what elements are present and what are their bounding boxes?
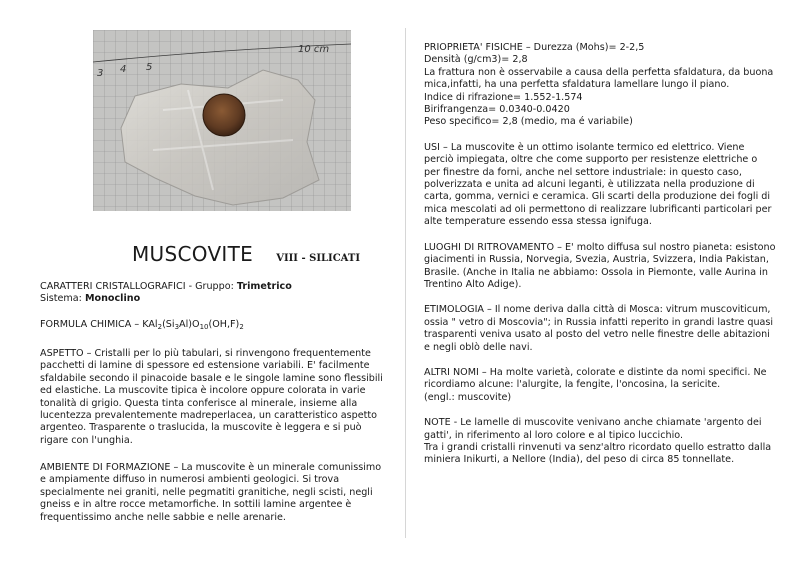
note-section	[424, 417, 776, 467]
sistema-label: Sistema:	[40, 293, 85, 305]
note-text-2: Tra i grandi cristalli rinvenuti va senz'altro ricordato quello estratto dalla miniera Inikurti, a Nellore (India), del peso di circa 85 tonnellate.	[424, 441, 772, 466]
page-title: MUSCOVITE	[132, 242, 254, 266]
proprieta-line: Birifrangenza= 0.0340-0.0420	[424, 104, 570, 116]
aspetto-section	[40, 348, 385, 447]
etimologia-section	[424, 304, 776, 354]
ruler-label: 3	[97, 68, 104, 79]
caratteri-label: CARATTERI CRISTALLOGRAFICI - Gruppo:	[40, 281, 237, 292]
formula-line	[40, 319, 385, 331]
formula-part: (Si	[162, 319, 175, 330]
ruler-label: 10 cm	[298, 44, 330, 55]
proprieta-line: Indice di rifrazione= 1.552-1.574	[424, 91, 583, 103]
luoghi-section	[424, 242, 776, 292]
formula-subscript: 2	[239, 323, 244, 331]
sistema-value: Monoclino	[84, 293, 141, 305]
formula-subscript: 2	[157, 323, 163, 331]
note-text: NOTE - Le lamelle di muscovite venivano anche chiamate 'argento dei gatti', in riferimento al loro colore e al tipico luccichio.	[424, 417, 762, 441]
mineral-photo	[93, 30, 351, 211]
proprieta-line: La frattura non è osservabile a causa della perfetta sfaldatura, da buona mica,infatti, ha una perfetta sfaldatura lamellare lungo il piano.	[424, 66, 774, 91]
luoghi-text: LUOGHI DI RITROVAMENTO – E' molto diffusa sul nostro pianeta: esistono giacimenti in Russia, Norvegia, Svezia, Austria, Svizzera, India Pakistan, Brasile. (Anche in Italia ne abbiamo: Ossola in Piemonte, valle Aurina in Trentino Alto Adige).	[424, 241, 776, 290]
ruler-label: 5	[146, 62, 153, 73]
sistema-line	[40, 293, 385, 305]
right-column	[424, 42, 776, 480]
proprieta-line: Peso specifico= 2,8 (medio, ma é variabile)	[424, 116, 633, 128]
proprieta-section	[424, 42, 776, 129]
title-row	[132, 242, 360, 266]
muscovite-specimen-image	[93, 30, 351, 211]
column-divider	[405, 28, 406, 538]
ambiente-text: AMBIENTE DI FORMAZIONE – La muscovite è un minerale comunissimo e ampiamente diffuso in numerosi ambienti geologici. Si trova specialmente nei graniti, nelle pegmatiti granitiche, negli scisti, negli gneiss e in altre rocce metamorfiche. In sottili lamine argentee è frequentissimo anche nelle sabbie e nelle arenarie.	[40, 462, 382, 523]
formula-part: Al)O	[179, 319, 200, 330]
proprieta-line: Densità (g/cm3)= 2,8	[424, 54, 528, 66]
altri-nomi-text: ALTRI NOMI – Ha molte varietà, colorate e distinte da nomi specifici. Ne ricordiamo alcune: l'alurgite, la fengite, l'oncosina, la sericite.	[424, 366, 767, 391]
formula-section	[40, 319, 385, 331]
mineral-class: VIII - SILICATI	[276, 253, 360, 264]
formula-part: KAl	[142, 319, 158, 330]
formula-part: (OH,F)	[208, 319, 240, 330]
etimologia-text: ETIMOLOGIA – Il nome deriva dalla città di Mosca: vitrum muscoviticum, ossia " vetro di Moscovia"; in Russia infatti reperito in grandi lastre quasi trasparenti veniva usato al posto del vetro nelle finestre delle abitazioni e negli oblò delle navi.	[424, 304, 774, 353]
altri-nomi-section	[424, 367, 776, 404]
formula-subscript: 3	[174, 323, 180, 331]
caratteri-line	[40, 281, 385, 293]
ruler-label: 4	[120, 64, 127, 75]
formula-label: FORMULA CHIMICA –	[40, 319, 143, 330]
usi-text: USI – La muscovite è un ottimo isolante termico ed elettrico. Viene perciò impiegata, oltre che come supporto per resistenze elettriche o per finestre da forni, anche nel settore industriale: in questo caso, polverizzata e unita ad alcuni leganti, è utilizzata nella produzione di carta, gomma, vernici e ceramica. Gli scarti della produzione dei fogli di mica mescolati ad oli permettono di realizzare lubrificanti particolari per alte temperature essendo essa stessa ignifuga.	[424, 141, 772, 228]
proprieta-line: PRIOPRIETA' FISICHE – Durezza (Mohs)= 2-2,5	[424, 42, 645, 53]
formula-subscript: 10	[199, 323, 209, 331]
caratteri-section	[40, 281, 385, 306]
ambiente-section	[40, 462, 385, 524]
altri-nomi-engl: (engl.: muscovite)	[424, 391, 512, 403]
usi-section	[424, 142, 776, 229]
aspetto-text: ASPETTO – Cristalli per lo più tabulari, si rinvengono frequentemente pacchetti di lamine di spessore ed estensione variabili. E' facilmente sfaldabile secondo il pinacoide basale e le singole lamine sono flessibili ed elastiche. La muscovite tipica è incolore oppure colorata in varie tonalità di grigio. Questa tinta conferisce al minerale, insieme alla lucentezza prevalentemente madreperlacea, un caratteristico aspetto argenteo. Trasparente o traslucida, la muscovite è leggera e si può rigare con l'unghia.	[40, 348, 383, 446]
gruppo-value: Trimetrico	[236, 281, 292, 292]
